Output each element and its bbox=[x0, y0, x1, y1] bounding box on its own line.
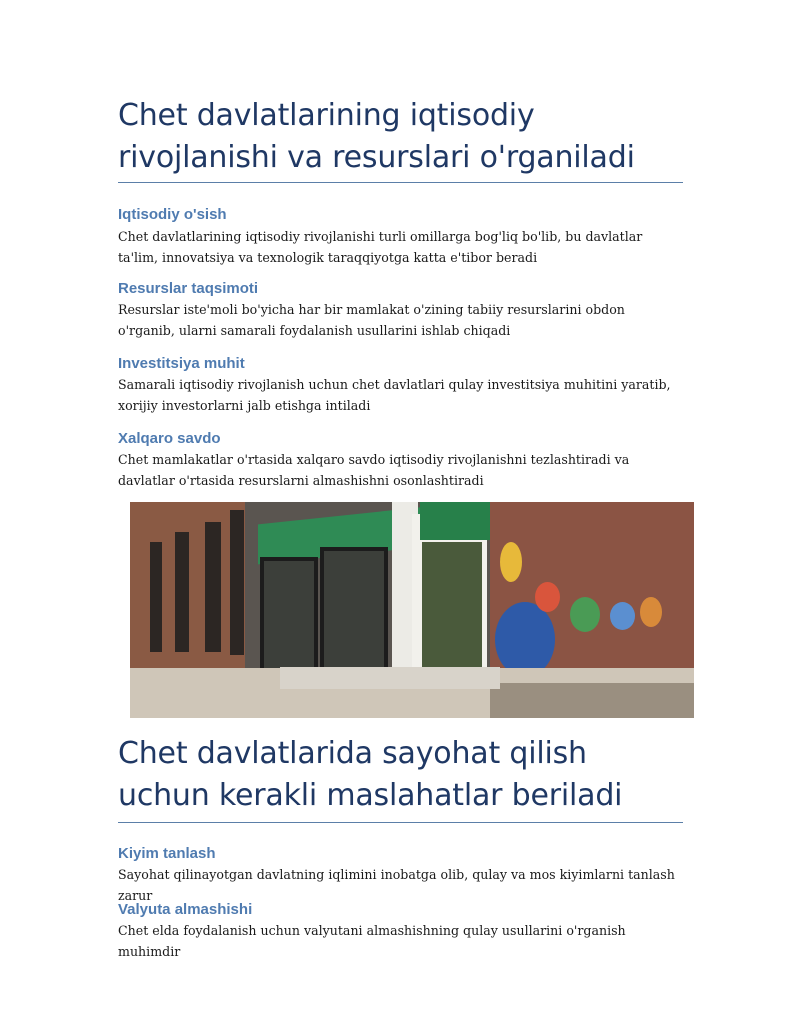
heading-valyuta-almashishi: Valyuta almashishi bbox=[118, 901, 253, 918]
body-kiyim-tanlash: Sayohat qilinayotgan davlatning iqlimini inobatga olib, qulay va mos kiyimlarni tanlash zarur bbox=[118, 867, 675, 903]
photo-green-sign bbox=[420, 502, 490, 540]
body-resurslar-taqsimoti: Resurslar iste'moli bo'yicha har bir mamlakat o'zining tabiiy resurslarini obdon o'rganib, ularni samarali foydalanish usullarini ishlab chiqadi bbox=[118, 302, 625, 338]
body-iqtisodiy-osish: Chet davlatlarining iqtisodiy rivojlanishi turli omillarga bog'liq bo'lib, bu davlatlar ta'lim, innovatsiya va texnologik taraqqiyotga katta e'tibor beradi bbox=[118, 229, 643, 265]
section-1-divider bbox=[118, 182, 683, 183]
section-2-divider bbox=[118, 822, 683, 823]
storefront-photo bbox=[130, 502, 694, 718]
photo-window bbox=[150, 542, 162, 652]
body-investitsiya-muhit: Samarali iqtisodiy rivojlanish uchun chet davlatlari qulay investitsiya muhitini yaratib, xorijiy investorlarni jalb etishga intiladi bbox=[118, 377, 671, 413]
photo-corner-window bbox=[422, 542, 482, 682]
photo-shop-window bbox=[320, 547, 388, 680]
photo-shadow bbox=[490, 683, 694, 718]
photo-mural-shape bbox=[500, 542, 522, 582]
heading-investitsiya-muhit: Investitsiya muhit bbox=[118, 355, 245, 372]
photo-shop-window bbox=[260, 557, 318, 675]
heading-resurslar-taqsimoti: Resurslar taqsimoti bbox=[118, 280, 259, 297]
body-valyuta-almashishi: Chet elda foydalanish uchun valyutani almashishning qulay usullarini o'rganish muhimdir bbox=[118, 923, 626, 959]
body-xalqaro-savdo: Chet mamlakatlar o'rtasida xalqaro savdo iqtisodiy rivojlanishni tezlashtiradi va davlatlar o'rtasida resurslarni almashishni osonlashtiradi bbox=[118, 452, 630, 488]
photo-window bbox=[205, 522, 221, 652]
photo-mural-shape bbox=[610, 602, 635, 630]
heading-iqtisodiy-osish: Iqtisodiy o'sish bbox=[118, 206, 227, 223]
section-1-title: Chet davlatlarining iqtisodiy rivojlanishi va resurslari o'rganiladi bbox=[118, 98, 635, 175]
photo-mural-shape bbox=[535, 582, 560, 612]
photo-window bbox=[230, 510, 244, 655]
photo-mural-shape bbox=[495, 602, 555, 677]
photo-mural-shape bbox=[570, 597, 600, 632]
photo-window bbox=[175, 532, 189, 652]
heading-xalqaro-savdo: Xalqaro savdo bbox=[118, 430, 221, 447]
photo-mural-shape bbox=[640, 597, 662, 627]
section-2-title: Chet davlatlarida sayohat qilish uchun kerakli maslahatlar beriladi bbox=[118, 736, 623, 813]
heading-kiyim-tanlash: Kiyim tanlash bbox=[118, 845, 216, 862]
photo-step bbox=[280, 667, 500, 689]
